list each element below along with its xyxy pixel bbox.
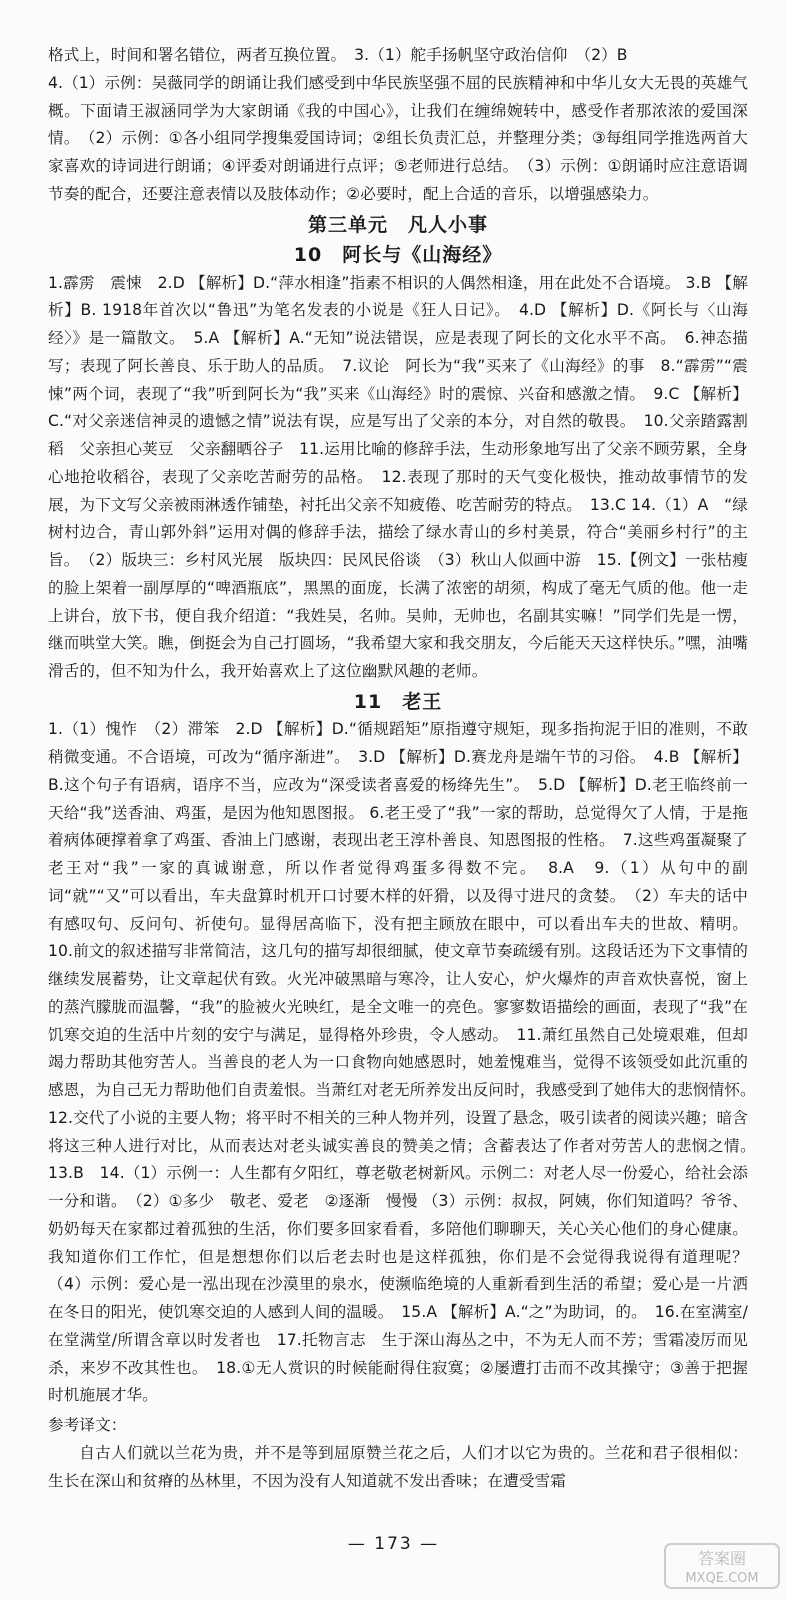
translation-label: 参考译文：: [48, 1416, 127, 1434]
lesson-10-answers: 1.霹雳 震悚 2.D 【解析】D.“萍水相逢”指素不相识的人偶然相逢，用在此处不合语境。 3.B 【解析】B. 1918年首次以“鲁迅”为笔名发表的小说是《狂人日记》。 4.D 【解析】D.《阿长与〈山海经〉》是一篇散文。 5.A 【解析】A.“无知”说法错误，应是表现了阿长的文化水平不高。 6.神态描写；表现了阿长善良、乐于助人的品质。 7.议论 阿长为“我”买来了《山海经》的事 8.“霹雳”“震悚”两个词，表现了“我”听到阿长为“我”买来《山海经》时的震惊、兴奋和感激之情。 9.C 【解析】C.“对父亲迷信神灵的遗憾之情”说法有误，应是写出了父亲的本分，对自然的敬畏。 10.父亲踏露割稻 父亲担心荚豆 父亲翻晒谷子 11.运用比喻的修辞手法，生动形象地写出了父亲不顾劳累，全身心地抢收稻谷，表现了父亲吃苦耐劳的品格。 12.表现了那时的天气变化极快，推动故事情节的发展，为下文写父亲被雨淋透作铺垫，衬托出父亲不知疲倦、吃苦耐劳的特点。 13.C 14.（1）A “绿树村边合，青山郭外斜”运用对偶的修辞手法，描绘了绿水青山的乡村美景，符合“美丽乡村行”的主旨。 （2）版块三：乡村风光展 版块四：民风民俗谈 （3）秋山人似画中游 15.【例文】一张枯瘦的脸上架着一副厚厚的“啤酒瓶底”，黑黑的面庞，长满了浓密的胡须，构成了毫无气质的他。他一走上讲台，放下书，便自我介绍道：“我姓吴，名帅。吴帅，无帅也，名副其实嘛！”同学们先是一愣，继而哄堂大笑。瞧，倒挺会为自己打圆场，“我希望大家和我交朋友，今后能天天这样快乐。”嘿，油嘴滑舌的，但不知为什么，我开始喜欢上了这位幽默风趣的老师。: [48, 273, 748, 680]
page-number: — 173 —: [347, 1534, 440, 1554]
translation-text: 自古人们就以兰花为贵，并不是等到屈原赞兰花之后，人们才以它为贵的。兰花和君子很相似：生长在深山和贫瘠的丛林里，不因为没有人知道就不发出香味；在遭受雪霜: [48, 1443, 748, 1490]
svg-text:答案圈: 答案圈: [697, 1549, 747, 1568]
intro-answer-4: 4.（1）示例：吴薇同学的朗诵让我们感受到中华民族坚强不屈的民族精神和中华儿女大无畏的英雄气概。下面请王淑涵同学为大家朗诵《我的中国心》，让我们在缠绵婉转中，感受作者那浓浓的爱国深情。 （2）示例：①各小组同学搜集爱国诗词；②组长负责汇总，并整理分类；③每组同学推选两首大家喜欢的诗词进行朗诵；④评委对朗诵进行点评；⑤老师进行总结。 （3）示例：①朗诵时应注意语调节奏的配合，还要注意表情以及肢体动作；②必要时，配上合适的音乐，以增强感染力。: [48, 73, 748, 203]
svg-text:MXQE.COM: MXQE.COM: [685, 1571, 759, 1586]
lesson-11-answers: 1.（1）愧怍 （2）滞笨 2.D 【解析】D.“循规蹈矩”原指遵守规矩，现多指拘泥于旧的准则，不敢稍微变通。不合语境，可改为“循序渐进”。 3.D 【解析】D.赛龙舟是端午节的习俗。 4.B 【解析】B.这个句子有语病，语序不当，应改为“深受读者喜爱的杨绛先生”。 5.D 【解析】D.老王临终前一天给“我”送香油、鸡蛋，是因为他知恩图报。 6.老王受了“我”一家的帮助，总觉得欠了人情，于是拖着病体硬撑着拿了鸡蛋、香油上门感谢，表现出老王淳朴善良、知恩图报的性格。 7.这些鸡蛋凝聚了老王对“我”一家的真诚谢意，所以作者觉得鸡蛋多得数不完。 8.A 9.（1）从句中的副词“就”“又”可以看出，车夫盘算时机开口讨要木样的奸猾，以及得寸进尺的贪婪。 （2）车夫的话中有感叹句、反问句、祈使句。显得居高临下，没有把主顾放在眼中，可以看出车夫的世故、精明。 10.前文的叙述描写非常简洁，这几句的描写却很细腻，使文章节奏疏缓有别。这段话还为下文事情的继续发展蓄势，让文章起伏有致。火光冲破黑暗与寒冷，让人安心，炉火爆炸的声音欢快喜悦，窗上的蒸汽朦胧而温馨，“我”的脸被火光映红，是全文唯一的亮色。寥寥数语描绘的画面，表现了“我”在饥寒交迫的生活中片刻的安宁与满足，显得格外珍贵，令人感动。 11.萧红虽然自己处境艰难，但却竭力帮助其他穷苦人。当善良的老人为一口食物向她感恩时，她羞愧难当，觉得不该领受如此沉重的感恩，为自己无力帮助他们自责羞恨。当萧红对老无所养发出反问时，我感受到了她伟大的悲悯情怀。 12.交代了小说的主要人物；将平时不相关的三种人物并列，设置了悬念，吸引读者的阅读兴趣；暗含将这三种人进行对比，从而表达对老头诚实善良的赞美之情；含蓄表达了作者对劳苦人的悲悯之情。 13.B 14.（1）示例一：人生都有夕阳红，尊老敬老树新风。示例二：对老人尽一份爱心，给社会添一分和谐。 （2）①多少 敬老、爱老 ②逐渐 慢慢 （3）示例：叔叔，阿姨，你们知道吗？爷爷、奶奶每天在家都过着孤独的生活，你们要多回家看看，多陪他们聊聊天，关心关心他们的身心健康。我知道你们工作忙，但是想想你们以后老去时也是这样孤独，你们是不会觉得我说得有道理呢？ （4）示例：爱心是一泓出现在沙漠里的泉水，使濒临绝境的人重新看到生活的希望；爱心是一片洒在冬日的阳光，使饥寒交迫的人感到人间的温暖。 15.A 【解析】A.“之”为助词，的。 16.在室满室/在堂满堂/所谓含章以时发者也 17.托物言志 生于深山海丛之中，不为无人而不芳；雪霜凌厉而见杀，来岁不改其性也。 18.①无人赏识的时候能耐得住寂寞；②屡遭打击而不改其操守；③善于把握时机施展才华。: [48, 720, 764, 1405]
intro-line-1: 格式上，时间和署名错位，两者互换位置。 3.（1）舵手扬帆坚守政治信仰 （2）B: [48, 46, 628, 64]
unit-title: 第三单元 凡人小事: [307, 213, 488, 236]
lesson-11-title: 11 老王: [353, 690, 443, 713]
lesson-10-title: 10 阿长与《山海经》: [293, 244, 503, 266]
watermark-logo: [663, 1538, 781, 1594]
answer-page: [48, 42, 764, 1495]
